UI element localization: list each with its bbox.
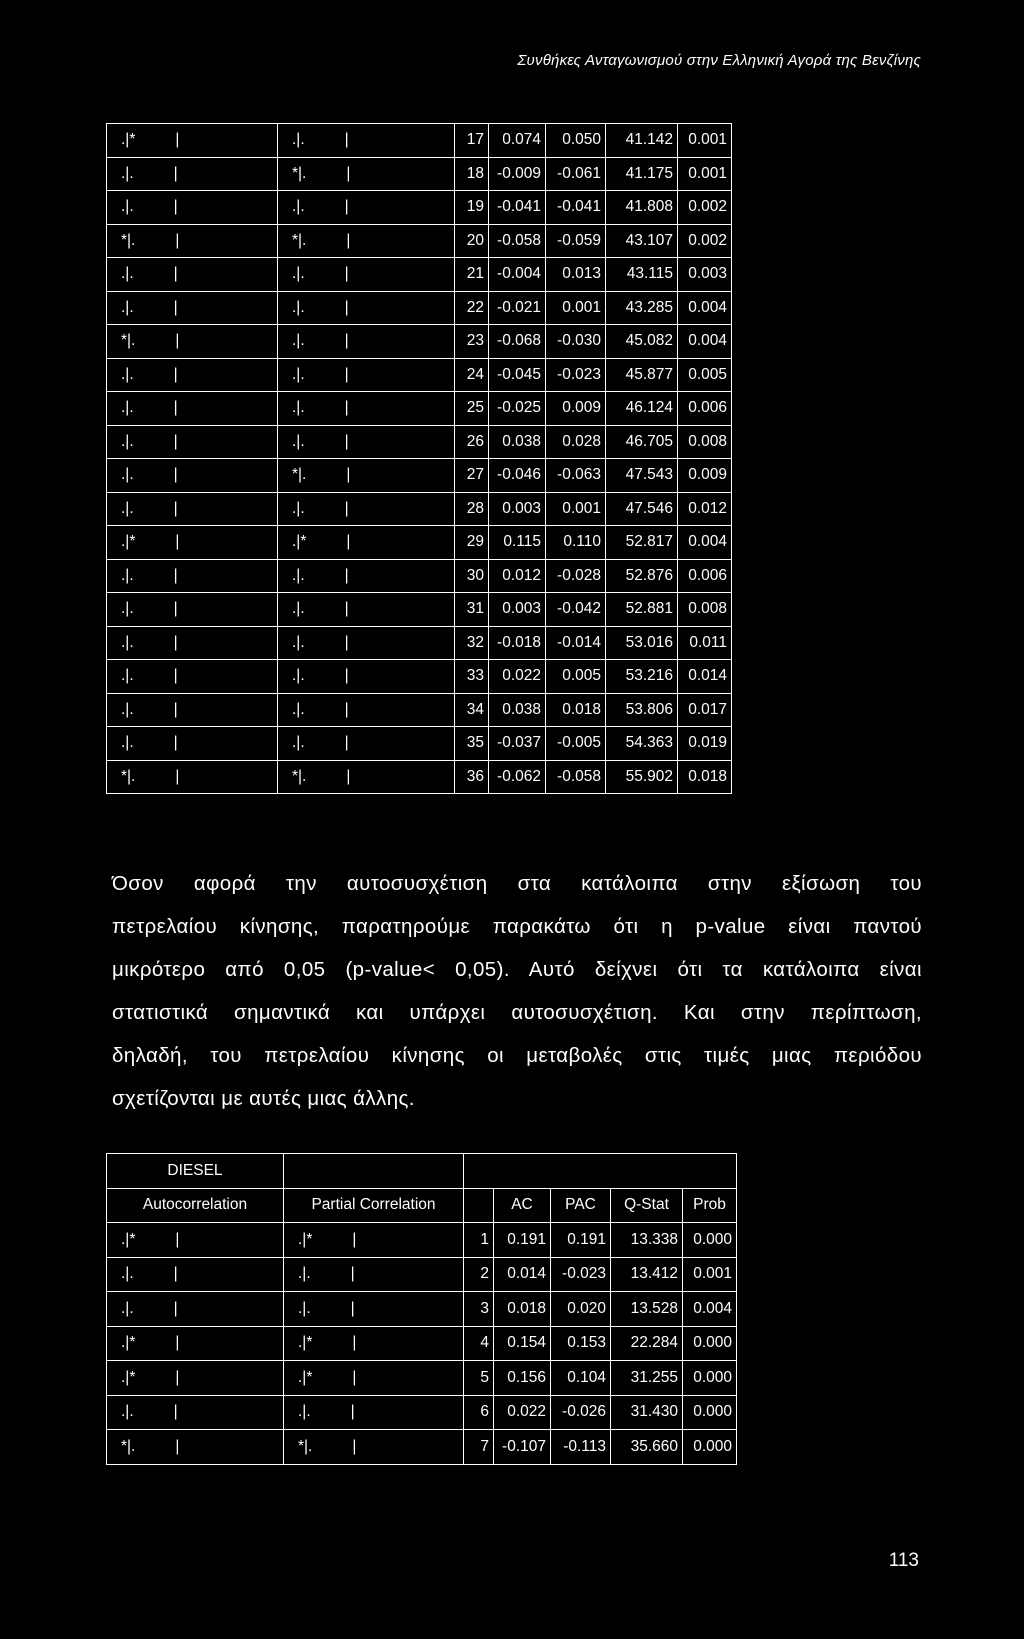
partial-correlation-bar-cell: .|. | — [278, 492, 455, 526]
qstat-cell: 41.142 — [606, 124, 678, 158]
table-row — [107, 157, 732, 191]
lag-cell: 30 — [455, 559, 489, 593]
correlogram-table-continued — [106, 123, 732, 794]
prob-cell: 0.000 — [683, 1395, 737, 1430]
prob-cell: 0.011 — [678, 626, 732, 660]
autocorrelation-bar-cell: *|. | — [107, 760, 278, 794]
pac-cell: 0.020 — [551, 1292, 611, 1327]
correlogram-marker: .|. — [121, 265, 134, 283]
ac-cell: -0.107 — [494, 1430, 551, 1465]
prob-cell: 0.002 — [678, 224, 732, 258]
ac-cell: -0.025 — [489, 392, 546, 426]
correlogram-marker: .|. — [121, 1403, 134, 1421]
qstat-cell: 46.124 — [606, 392, 678, 426]
qstat-cell: 13.338 — [611, 1223, 683, 1258]
autocorrelation-bar-cell: .|. | — [107, 425, 278, 459]
page-number: 113 — [888, 1550, 919, 1571]
correlogram-marker: .|. — [121, 432, 134, 450]
qstat-cell: 43.107 — [606, 224, 678, 258]
lag-cell: 22 — [455, 291, 489, 325]
prob-cell: 0.004 — [678, 526, 732, 560]
table-row — [107, 291, 732, 325]
correlogram-marker: .|. — [298, 1403, 311, 1421]
ac-cell: 0.038 — [489, 425, 546, 459]
ac-cell: 0.014 — [494, 1257, 551, 1292]
correlogram-marker: .|. — [292, 131, 305, 149]
lag-cell: 25 — [455, 392, 489, 426]
autocorrelation-bar-cell: .|* | — [107, 1223, 284, 1258]
correlogram-marker: .|. — [121, 466, 134, 484]
partial-correlation-bar-cell: .|. | — [278, 693, 455, 727]
table-title-row — [107, 1154, 737, 1189]
correlogram-marker: .|. — [121, 164, 134, 182]
column-header-partial-correlation: Partial Correlation — [284, 1188, 464, 1223]
qstat-cell: 45.877 — [606, 358, 678, 392]
autocorrelation-bar-cell: .|. | — [107, 492, 278, 526]
prob-cell: 0.002 — [678, 191, 732, 225]
ac-cell: -0.062 — [489, 760, 546, 794]
ac-cell: 0.022 — [494, 1395, 551, 1430]
autocorrelation-bar-cell: *|. | — [107, 1430, 284, 1465]
qstat-cell: 52.881 — [606, 593, 678, 627]
partial-correlation-bar-cell: *|. | — [278, 459, 455, 493]
column-header-qstat: Q-Stat — [611, 1188, 683, 1223]
table-row — [107, 392, 732, 426]
correlogram-marker: .|. — [121, 198, 134, 216]
ac-cell: -0.037 — [489, 727, 546, 761]
column-header-prob: Prob — [683, 1188, 737, 1223]
paragraph-line: δηλαδή, του πετρελαίου κίνησης οι μεταβολές στις τιμές μιας περιόδου — [112, 1044, 922, 1067]
correlogram-marker: *|. — [292, 231, 307, 249]
autocorrelation-bar-cell: .|. | — [107, 191, 278, 225]
lag-cell: 5 — [464, 1361, 494, 1396]
qstat-cell: 22.284 — [611, 1326, 683, 1361]
paragraph-line: σχετίζονται με αυτές μιας άλλης. — [112, 1087, 415, 1110]
pac-cell: -0.041 — [546, 191, 606, 225]
autocorrelation-bar-cell: .|. | — [107, 660, 278, 694]
prob-cell: 0.004 — [678, 325, 732, 359]
pac-cell: -0.113 — [551, 1430, 611, 1465]
table-row — [107, 1326, 737, 1361]
correlogram-marker: .|. — [121, 365, 134, 383]
correlogram-marker: .|. — [121, 600, 134, 618]
correlogram-marker: .|. — [292, 198, 305, 216]
pac-cell: -0.059 — [546, 224, 606, 258]
correlogram-marker: *|. — [292, 164, 307, 182]
ac-cell: 0.115 — [489, 526, 546, 560]
partial-correlation-bar-cell: .|. | — [278, 191, 455, 225]
paragraph-line: Όσον αφορά την αυτοσυσχέτιση στα κατάλοιπα στην εξίσωση του — [112, 872, 922, 895]
prob-cell: 0.006 — [678, 559, 732, 593]
pac-cell: -0.014 — [546, 626, 606, 660]
prob-cell: 0.000 — [683, 1430, 737, 1465]
paragraph-line: μικρότερο από 0,05 (p-value< 0,05). Αυτό δείχνει ότι τα κατάλοιπα είναι — [112, 958, 922, 981]
autocorrelation-bar-cell: .|* | — [107, 1361, 284, 1396]
partial-correlation-bar-cell: *|. | — [284, 1430, 464, 1465]
correlogram-marker: .|. — [292, 265, 305, 283]
ac-cell: 0.022 — [489, 660, 546, 694]
table-row — [107, 727, 732, 761]
table-row — [107, 559, 732, 593]
partial-correlation-bar-cell: .|* | — [284, 1223, 464, 1258]
autocorrelation-bar-cell: .|* | — [107, 124, 278, 158]
correlogram-marker: .|. — [292, 633, 305, 651]
autocorrelation-bar-cell: .|. | — [107, 593, 278, 627]
qstat-cell: 45.082 — [606, 325, 678, 359]
lag-cell: 7 — [464, 1430, 494, 1465]
pac-cell: -0.030 — [546, 325, 606, 359]
correlogram-marker: .|* — [298, 1230, 313, 1248]
correlogram-marker: .|. — [121, 298, 134, 316]
lag-cell: 2 — [464, 1257, 494, 1292]
lag-cell: 19 — [455, 191, 489, 225]
prob-cell: 0.005 — [678, 358, 732, 392]
table-row — [107, 459, 732, 493]
correlogram-marker: .|. — [121, 1299, 134, 1317]
pac-cell: 0.005 — [546, 660, 606, 694]
table-row — [107, 1292, 737, 1327]
table-row — [107, 693, 732, 727]
partial-correlation-bar-cell: .|. | — [284, 1257, 464, 1292]
qstat-cell: 13.412 — [611, 1257, 683, 1292]
correlogram-marker: *|. — [292, 466, 307, 484]
correlogram-marker: .|* — [298, 1368, 313, 1386]
prob-cell: 0.000 — [683, 1223, 737, 1258]
column-header-lag — [464, 1188, 494, 1223]
correlogram-marker: *|. — [298, 1437, 313, 1455]
correlogram-marker: .|. — [292, 499, 305, 517]
correlogram-marker: .|. — [292, 365, 305, 383]
ac-cell: 0.018 — [494, 1292, 551, 1327]
prob-cell: 0.012 — [678, 492, 732, 526]
pac-cell: 0.009 — [546, 392, 606, 426]
partial-correlation-bar-cell: .|. | — [278, 593, 455, 627]
lag-cell: 18 — [455, 157, 489, 191]
autocorrelation-bar-cell: .|. | — [107, 358, 278, 392]
qstat-cell: 31.430 — [611, 1395, 683, 1430]
lag-cell: 21 — [455, 258, 489, 292]
prob-cell: 0.008 — [678, 593, 732, 627]
autocorrelation-bar-cell: .|. | — [107, 559, 278, 593]
table-row — [107, 593, 732, 627]
table-row — [107, 1430, 737, 1465]
ac-cell: -0.041 — [489, 191, 546, 225]
correlogram-marker: .|. — [292, 432, 305, 450]
pac-cell: 0.110 — [546, 526, 606, 560]
qstat-cell: 52.817 — [606, 526, 678, 560]
pac-cell: -0.042 — [546, 593, 606, 627]
autocorrelation-bar-cell: .|. | — [107, 1257, 284, 1292]
pac-cell: -0.028 — [546, 559, 606, 593]
partial-correlation-bar-cell: .|* | — [284, 1326, 464, 1361]
prob-cell: 0.001 — [678, 157, 732, 191]
qstat-cell: 41.808 — [606, 191, 678, 225]
pac-cell: 0.013 — [546, 258, 606, 292]
qstat-cell: 53.016 — [606, 626, 678, 660]
table-row — [107, 425, 732, 459]
partial-correlation-bar-cell: *|. | — [278, 157, 455, 191]
table-row — [107, 224, 732, 258]
autocorrelation-bar-cell: .|. | — [107, 626, 278, 660]
ac-cell: -0.004 — [489, 258, 546, 292]
lag-cell: 24 — [455, 358, 489, 392]
correlogram-marker: .|. — [121, 633, 134, 651]
correlogram-marker: .|* — [121, 131, 136, 149]
autocorrelation-bar-cell: .|. | — [107, 1395, 284, 1430]
correlogram-marker: *|. — [292, 767, 307, 785]
autocorrelation-bar-cell: *|. | — [107, 325, 278, 359]
table-row — [107, 1395, 737, 1430]
lag-cell: 35 — [455, 727, 489, 761]
autocorrelation-bar-cell: .|. | — [107, 291, 278, 325]
prob-cell: 0.001 — [678, 124, 732, 158]
table-row — [107, 258, 732, 292]
empty-cell — [284, 1154, 464, 1189]
prob-cell: 0.004 — [683, 1292, 737, 1327]
lag-cell: 3 — [464, 1292, 494, 1327]
partial-correlation-bar-cell: .|. | — [284, 1395, 464, 1430]
column-header-autocorrelation: Autocorrelation — [107, 1188, 284, 1223]
lag-cell: 4 — [464, 1326, 494, 1361]
prob-cell: 0.001 — [683, 1257, 737, 1292]
ac-cell: 0.012 — [489, 559, 546, 593]
ac-cell: 0.156 — [494, 1361, 551, 1396]
partial-correlation-bar-cell: .|* | — [278, 526, 455, 560]
autocorrelation-bar-cell: .|. | — [107, 1292, 284, 1327]
partial-correlation-bar-cell: .|. | — [278, 626, 455, 660]
table-row — [107, 492, 732, 526]
pac-cell: 0.050 — [546, 124, 606, 158]
lag-cell: 26 — [455, 425, 489, 459]
qstat-cell: 47.546 — [606, 492, 678, 526]
ac-cell: 0.003 — [489, 593, 546, 627]
autocorrelation-bar-cell: .|. | — [107, 157, 278, 191]
ac-cell: -0.009 — [489, 157, 546, 191]
ac-cell: -0.058 — [489, 224, 546, 258]
qstat-cell: 47.543 — [606, 459, 678, 493]
autocorrelation-bar-cell: .|* | — [107, 1326, 284, 1361]
pac-cell: 0.191 — [551, 1223, 611, 1258]
correlogram-marker: .|* — [121, 1230, 136, 1248]
correlogram-marker: .|. — [292, 700, 305, 718]
pac-cell: 0.104 — [551, 1361, 611, 1396]
pac-cell: 0.153 — [551, 1326, 611, 1361]
lag-cell: 36 — [455, 760, 489, 794]
pac-cell: -0.063 — [546, 459, 606, 493]
autocorrelation-bar-cell: .|. | — [107, 693, 278, 727]
table-title: DIESEL — [107, 1154, 284, 1189]
prob-cell: 0.000 — [683, 1326, 737, 1361]
prob-cell: 0.004 — [678, 291, 732, 325]
lag-cell: 32 — [455, 626, 489, 660]
ac-cell: 0.191 — [494, 1223, 551, 1258]
prob-cell: 0.014 — [678, 660, 732, 694]
correlogram-marker: .|. — [292, 734, 305, 752]
autocorrelation-bar-cell: .|. | — [107, 258, 278, 292]
table-header-row — [107, 1188, 737, 1223]
correlogram-marker: .|. — [292, 566, 305, 584]
column-header-ac: AC — [494, 1188, 551, 1223]
lag-cell: 34 — [455, 693, 489, 727]
correlogram-marker: .|. — [121, 734, 134, 752]
qstat-cell: 52.876 — [606, 559, 678, 593]
lag-cell: 33 — [455, 660, 489, 694]
pac-cell: 0.001 — [546, 291, 606, 325]
partial-correlation-bar-cell: .|. | — [278, 258, 455, 292]
table-row — [107, 191, 732, 225]
table-row — [107, 526, 732, 560]
correlogram-marker: .|. — [121, 667, 134, 685]
correlogram-marker: .|* — [292, 533, 307, 551]
lag-cell: 27 — [455, 459, 489, 493]
partial-correlation-bar-cell: .|* | — [284, 1361, 464, 1396]
pac-cell: -0.005 — [546, 727, 606, 761]
lag-cell: 31 — [455, 593, 489, 627]
lag-cell: 29 — [455, 526, 489, 560]
qstat-cell: 41.175 — [606, 157, 678, 191]
partial-correlation-bar-cell: .|. | — [278, 124, 455, 158]
paragraph-line: πετρελαίου κίνησης, παρατηρούμε παρακάτω ότι η p-value είναι παντού — [112, 915, 922, 938]
table-row — [107, 1223, 737, 1258]
prob-cell: 0.009 — [678, 459, 732, 493]
ac-cell: -0.021 — [489, 291, 546, 325]
prob-cell: 0.017 — [678, 693, 732, 727]
autocorrelation-bar-cell: .|. | — [107, 727, 278, 761]
partial-correlation-bar-cell: .|. | — [278, 325, 455, 359]
lag-cell: 17 — [455, 124, 489, 158]
partial-correlation-bar-cell: .|. | — [284, 1292, 464, 1327]
prob-cell: 0.018 — [678, 760, 732, 794]
pac-cell: -0.023 — [546, 358, 606, 392]
table-row — [107, 660, 732, 694]
correlogram-marker: .|. — [292, 399, 305, 417]
correlogram-marker: .|. — [292, 332, 305, 350]
correlogram-marker: .|. — [121, 399, 134, 417]
lag-cell: 28 — [455, 492, 489, 526]
table-row — [107, 1361, 737, 1396]
running-header: Συνθήκες Ανταγωνισμού στην Ελληνική Αγορά της Βενζίνης — [517, 52, 921, 69]
column-header-pac: PAC — [551, 1188, 611, 1223]
correlogram-marker: .|. — [292, 298, 305, 316]
partial-correlation-bar-cell: .|. | — [278, 392, 455, 426]
autocorrelation-bar-cell: .|* | — [107, 526, 278, 560]
correlogram-marker: *|. — [121, 767, 136, 785]
table-row — [107, 626, 732, 660]
qstat-cell: 53.806 — [606, 693, 678, 727]
ac-cell: 0.038 — [489, 693, 546, 727]
qstat-cell: 46.705 — [606, 425, 678, 459]
correlogram-marker: .|. — [292, 600, 305, 618]
correlogram-marker: .|* — [121, 1334, 136, 1352]
qstat-cell: 54.363 — [606, 727, 678, 761]
paragraph-line: στατιστικά σημαντικά και υπάρχει αυτοσυσχέτιση. Και στην περίπτωση, — [112, 1001, 922, 1024]
ac-cell: -0.045 — [489, 358, 546, 392]
table-row — [107, 358, 732, 392]
correlogram-marker: *|. — [121, 231, 136, 249]
partial-correlation-bar-cell: .|. | — [278, 425, 455, 459]
prob-cell: 0.019 — [678, 727, 732, 761]
pac-cell: 0.018 — [546, 693, 606, 727]
partial-correlation-bar-cell: *|. | — [278, 760, 455, 794]
prob-cell: 0.008 — [678, 425, 732, 459]
ac-cell: -0.068 — [489, 325, 546, 359]
lag-cell: 1 — [464, 1223, 494, 1258]
correlogram-marker: .|. — [121, 1265, 134, 1283]
partial-correlation-bar-cell: .|. | — [278, 358, 455, 392]
qstat-cell: 53.216 — [606, 660, 678, 694]
prob-cell: 0.006 — [678, 392, 732, 426]
ac-cell: 0.154 — [494, 1326, 551, 1361]
lag-cell: 6 — [464, 1395, 494, 1430]
qstat-cell: 31.255 — [611, 1361, 683, 1396]
correlogram-marker: .|* — [121, 1368, 136, 1386]
prob-cell: 0.000 — [683, 1361, 737, 1396]
ac-cell: -0.046 — [489, 459, 546, 493]
partial-correlation-bar-cell: .|. | — [278, 559, 455, 593]
body-paragraph — [112, 862, 922, 1120]
table-row — [107, 124, 732, 158]
qstat-cell: 43.115 — [606, 258, 678, 292]
pac-cell: -0.023 — [551, 1257, 611, 1292]
pac-cell: -0.026 — [551, 1395, 611, 1430]
qstat-cell: 13.528 — [611, 1292, 683, 1327]
correlogram-marker: *|. — [121, 332, 136, 350]
table-row — [107, 760, 732, 794]
autocorrelation-bar-cell: *|. | — [107, 224, 278, 258]
correlogram-marker: .|. — [298, 1265, 311, 1283]
diesel-correlogram-table — [106, 1153, 737, 1465]
ac-cell: 0.074 — [489, 124, 546, 158]
correlogram-marker: .|. — [121, 700, 134, 718]
empty-cell — [464, 1154, 737, 1189]
qstat-cell: 55.902 — [606, 760, 678, 794]
lag-cell: 20 — [455, 224, 489, 258]
table-row — [107, 1257, 737, 1292]
pac-cell: 0.028 — [546, 425, 606, 459]
prob-cell: 0.003 — [678, 258, 732, 292]
correlogram-marker: .|* — [121, 533, 136, 551]
autocorrelation-bar-cell: .|. | — [107, 459, 278, 493]
qstat-cell: 43.285 — [606, 291, 678, 325]
correlogram-marker: .|. — [292, 667, 305, 685]
correlogram-marker: .|. — [298, 1299, 311, 1317]
partial-correlation-bar-cell: .|. | — [278, 727, 455, 761]
pac-cell: -0.058 — [546, 760, 606, 794]
correlogram-marker: .|* — [298, 1334, 313, 1352]
pac-cell: -0.061 — [546, 157, 606, 191]
correlogram-marker: .|. — [121, 499, 134, 517]
ac-cell: -0.018 — [489, 626, 546, 660]
partial-correlation-bar-cell: .|. | — [278, 660, 455, 694]
correlogram-marker: .|. — [121, 566, 134, 584]
partial-correlation-bar-cell: *|. | — [278, 224, 455, 258]
lag-cell: 23 — [455, 325, 489, 359]
autocorrelation-bar-cell: .|. | — [107, 392, 278, 426]
ac-cell: 0.003 — [489, 492, 546, 526]
table-row — [107, 325, 732, 359]
qstat-cell: 35.660 — [611, 1430, 683, 1465]
partial-correlation-bar-cell: .|. | — [278, 291, 455, 325]
pac-cell: 0.001 — [546, 492, 606, 526]
correlogram-marker: *|. — [121, 1437, 136, 1455]
